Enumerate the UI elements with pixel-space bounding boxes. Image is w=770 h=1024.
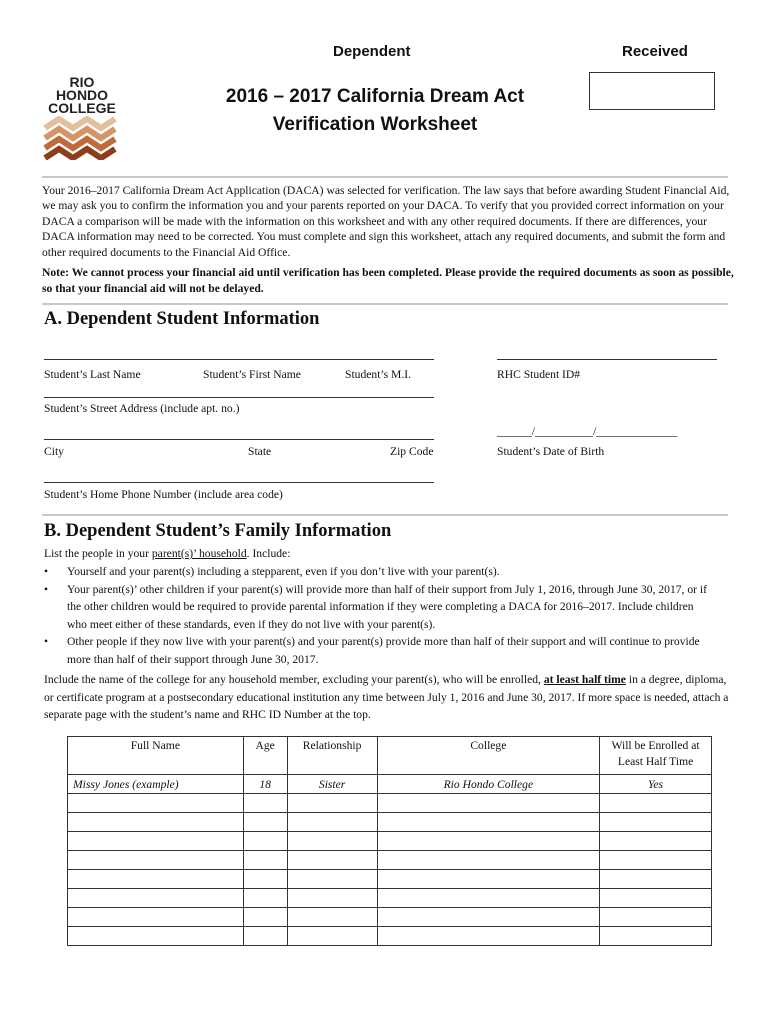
state-label: State bbox=[248, 445, 272, 458]
table-cell-input[interactable] bbox=[243, 851, 287, 870]
table-cell-input[interactable] bbox=[600, 889, 712, 908]
example-age: 18 bbox=[243, 775, 287, 794]
bullet-text-1: Yourself and your parent(s) including a stepparent, even if you don’t live with your parent(s). bbox=[67, 565, 500, 578]
table-cell-input[interactable] bbox=[68, 870, 244, 889]
college-instructions-post: in a degree, diploma, or certificate program at a postsecondary educational institution any time between July 1, 2016 and June 30, 2017. If more space is needed, attach a separate page with the student’s name and RHC ID Number at the top. bbox=[44, 673, 729, 722]
col-relationship: Relationship bbox=[287, 737, 377, 775]
table-cell-input[interactable] bbox=[243, 927, 287, 946]
table-cell-input[interactable] bbox=[68, 927, 244, 946]
table-cell-input[interactable] bbox=[287, 870, 377, 889]
city-line[interactable] bbox=[44, 439, 434, 440]
table-cell-input[interactable] bbox=[68, 794, 244, 813]
household-bullets bbox=[44, 563, 734, 669]
list-item bbox=[44, 581, 707, 634]
list-intro bbox=[44, 545, 734, 563]
dependent-label: Dependent bbox=[333, 43, 411, 60]
phone-label: Student’s Home Phone Number (include area code) bbox=[44, 488, 283, 501]
table-cell-input[interactable] bbox=[377, 889, 600, 908]
table-cell-input[interactable] bbox=[243, 832, 287, 851]
table-cell-input[interactable] bbox=[68, 851, 244, 870]
city-label: City bbox=[44, 445, 64, 458]
divider-b bbox=[42, 514, 728, 516]
table-cell-input[interactable] bbox=[600, 870, 712, 889]
page-title: 2016 – 2017 California Dream Act bbox=[225, 86, 525, 107]
table-cell-input[interactable] bbox=[377, 927, 600, 946]
received-label: Received bbox=[622, 43, 688, 60]
table-header-row bbox=[68, 737, 712, 775]
first-name-label: Student’s First Name bbox=[203, 368, 301, 381]
table-cell-input[interactable] bbox=[243, 813, 287, 832]
table-cell-input[interactable] bbox=[287, 889, 377, 908]
table-cell-input[interactable] bbox=[243, 889, 287, 908]
table-cell-input[interactable] bbox=[68, 908, 244, 927]
table-cell-input[interactable] bbox=[600, 851, 712, 870]
table-row bbox=[68, 889, 712, 908]
logo-waves-icon bbox=[42, 116, 122, 160]
table-cell-input[interactable] bbox=[377, 908, 600, 927]
list-intro-pre: List the people in your bbox=[44, 547, 152, 560]
table-cell-input[interactable] bbox=[377, 851, 600, 870]
college-instructions bbox=[44, 671, 736, 724]
section-b-heading: B. Dependent Student’s Family Information bbox=[44, 521, 392, 541]
table-cell-input[interactable] bbox=[600, 813, 712, 832]
table-cell-input[interactable] bbox=[243, 794, 287, 813]
name-line[interactable] bbox=[44, 359, 434, 360]
household-table bbox=[67, 736, 712, 946]
phone-line[interactable] bbox=[44, 482, 434, 483]
college-instructions-pre: Include the name of the college for any household member, excluding your parent(s), who will be enrolled, bbox=[44, 673, 544, 686]
col-full-name: Full Name bbox=[68, 737, 244, 775]
col-college: College bbox=[377, 737, 600, 775]
received-stamp-box bbox=[589, 72, 715, 110]
table-cell-input[interactable] bbox=[600, 794, 712, 813]
zip-label: Zip Code bbox=[390, 445, 434, 458]
logo-line-3: COLLEGE bbox=[48, 100, 116, 116]
table-row bbox=[68, 794, 712, 813]
table-cell-input[interactable] bbox=[287, 908, 377, 927]
list-intro-underlined: parent(s)’ household bbox=[151, 547, 247, 560]
table-cell-input[interactable] bbox=[287, 851, 377, 870]
table-cell-input[interactable] bbox=[287, 927, 377, 946]
table-row bbox=[68, 870, 712, 889]
logo-line-1: RIO bbox=[69, 74, 95, 90]
divider-a bbox=[42, 303, 728, 305]
list-item bbox=[44, 633, 707, 668]
table-cell-input[interactable] bbox=[68, 813, 244, 832]
street-line[interactable] bbox=[44, 397, 434, 398]
bullet-icon: • bbox=[44, 635, 49, 649]
intro-paragraph: Your 2016–2017 California Dream Act Application (DACA) was selected for verification. The law says that before awarding Student Financial Aid, we may ask you to confirm the information you and your parents reported on your DACA. To verify that you provided correct information on your DACA a comparison will be made with the information on this worksheet and with any other required documents. If there are differences, your DACA information may need to be corrected. You must complete and sign this worksheet, attach any required documents, and submit the form and other required documents to the Financial Aid Office. bbox=[42, 184, 730, 259]
bullet-text-2: Your parent(s)’ other children if your parent(s) will provide more than half of their support from July 1, 2016, through June 30, 2017, or if the other children would be required to provide parental information if they were completing a DACA for 2016–2017. Include children who meet either of these standards, even if they do not live with your parent(s). bbox=[67, 582, 707, 631]
rhc-id-line[interactable] bbox=[497, 359, 717, 360]
rhc-id-label: RHC Student ID# bbox=[497, 368, 581, 381]
dob-blank[interactable]: ______/__________/______________ bbox=[497, 425, 678, 438]
logo-line-2: HONDO bbox=[55, 87, 109, 103]
table-cell-input[interactable] bbox=[600, 832, 712, 851]
col-age: Age bbox=[243, 737, 287, 775]
table-cell-input[interactable] bbox=[600, 927, 712, 946]
street-label: Student’s Street Address (include apt. no.) bbox=[44, 402, 240, 415]
example-college: Rio Hondo College bbox=[377, 775, 600, 794]
table-cell-input[interactable] bbox=[377, 870, 600, 889]
dob-label: Student’s Date of Birth bbox=[497, 445, 605, 458]
table-cell-input[interactable] bbox=[68, 832, 244, 851]
last-name-label: Student’s Last Name bbox=[44, 368, 141, 381]
page-subtitle: Verification Worksheet bbox=[272, 114, 478, 135]
table-cell-input[interactable] bbox=[243, 908, 287, 927]
table-row bbox=[68, 832, 712, 851]
college-logo bbox=[42, 76, 122, 160]
table-row-example bbox=[68, 775, 712, 794]
college-instructions-emphasis: at least half time bbox=[543, 673, 626, 686]
note-paragraph: Note: We cannot process your financial aid until verification has been completed. Please provide the required documents as soon as possible, so that your financial aid will not be delayed. bbox=[42, 266, 734, 295]
table-row bbox=[68, 851, 712, 870]
table-cell-input[interactable] bbox=[287, 813, 377, 832]
table-cell-input[interactable] bbox=[377, 794, 600, 813]
table-cell-input[interactable] bbox=[68, 889, 244, 908]
list-intro-post: . Include: bbox=[246, 547, 291, 560]
divider-top bbox=[42, 176, 728, 178]
example-name: Missy Jones (example) bbox=[68, 775, 244, 794]
table-cell-input[interactable] bbox=[287, 794, 377, 813]
bullet-icon: • bbox=[44, 582, 49, 596]
table-cell-input[interactable] bbox=[377, 813, 600, 832]
table-cell-input[interactable] bbox=[600, 908, 712, 927]
section-a-heading: A. Dependent Student Information bbox=[44, 309, 320, 329]
table-row bbox=[68, 813, 712, 832]
mi-label: Student’s M.I. bbox=[345, 368, 412, 381]
table-cell-input[interactable] bbox=[243, 870, 287, 889]
table-cell-input[interactable] bbox=[287, 832, 377, 851]
list-item bbox=[44, 563, 734, 581]
bullet-text-3: Other people if they now live with your parent(s) and your parent(s) provide more than half of their support and will continue to provide more than half of their support through June 30, 2017. bbox=[67, 635, 700, 666]
table-row bbox=[68, 927, 712, 946]
bullet-icon: • bbox=[44, 565, 49, 578]
table-row bbox=[68, 908, 712, 927]
col-enrolled: Will be Enrolled at Least Half Time bbox=[600, 737, 712, 775]
example-enrolled: Yes bbox=[600, 775, 712, 794]
example-relationship: Sister bbox=[287, 775, 377, 794]
table-cell-input[interactable] bbox=[377, 832, 600, 851]
